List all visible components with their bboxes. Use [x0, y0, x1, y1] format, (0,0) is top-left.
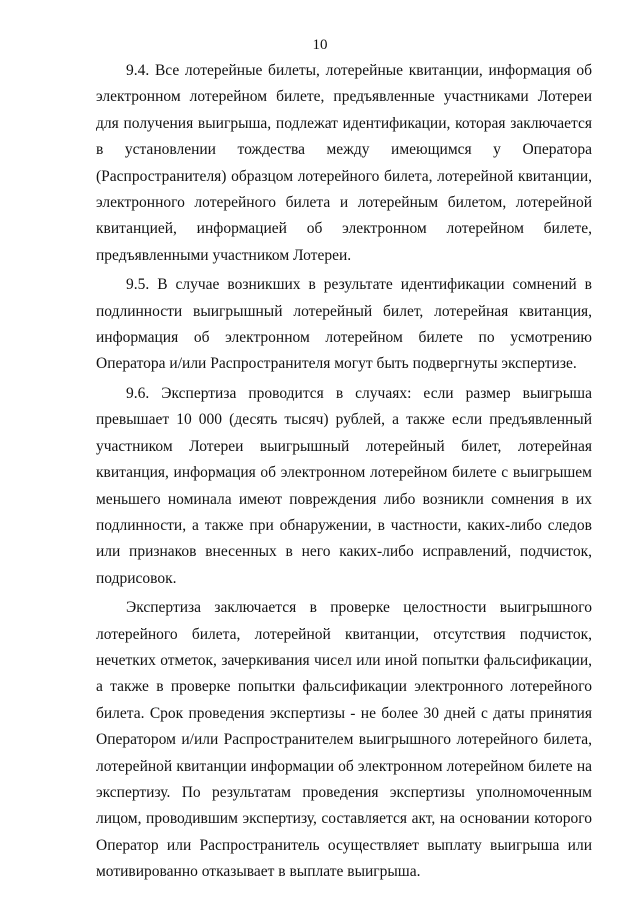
paragraph-9-6: 9.6. Экспертиза проводится в случаях: если размер выигрыша превышает 10 000 (десять тысяч) рублей, а также если предъявленный участником Лотереи выигрышный лотерейный билет, лотерейная квитанция, информация об электронном лотерейном билете с выигрышем меньшего номинала имеют повреждения либо возникли сомнения в их подлинности, а также при обнаружении, в частности, каких-либо следов или признаков внесенных в него каких-либо исправлений, подчисток, подрисовок.: [96, 384, 592, 587]
paragraph-9-5: 9.5. В случае возникших в результате идентификации сомнений в подлинности выигрышный лотерейный билет, лотерейная квитанция, информация об электронном лотерейном билете по усмотрению Оператора и/или Распространителя могут быть подвергнуты экспертизе.: [96, 276, 592, 373]
paragraph-expertise: Экспертиза заключается в проверке целостности выигрышного лотерейного билета, лотерейной квитанции, отсутствия подчисток, нечетких отметок, зачеркивания чисел или иной попытки фальсификации, а также в проверке попытки фальсификации электронного лотерейного билета. Срок проведения экспертизы - не более 30 дней с даты принятия Оператором и/или Распространителем выигрышного лотерейного билета, лотерейной квитанции информации об электронном лотерейном билете на экспертизу. По результатам проведения экспертизы уполномоченным лицом, проводившим экспертизу, составляется акт, на основании которого Оператор или Распространитель осуществляет выплату выигрыша или мотивированно отказывает в выплате выигрыша.: [96, 599, 592, 881]
page-number: 10: [312, 37, 328, 53]
paragraph-9-4: 9.4. Все лотерейные билеты, лотерейные квитанции, информация об электронном лотерейном билете, предъявленные участниками Лотереи для получения выигрыша, подлежат идентификации, которая заключается в установлении тождества между имеющимся у Оператора (Распространителя) образцом лотерейного билета, лотерейной квитанции, электронного лотерейного билета и лотерейным билетом, лотерейной квитанцией, информацией об электронном лотерейном билете, предъявленными участником Лотереи.: [96, 62, 592, 264]
document-body: [96, 58, 592, 886]
